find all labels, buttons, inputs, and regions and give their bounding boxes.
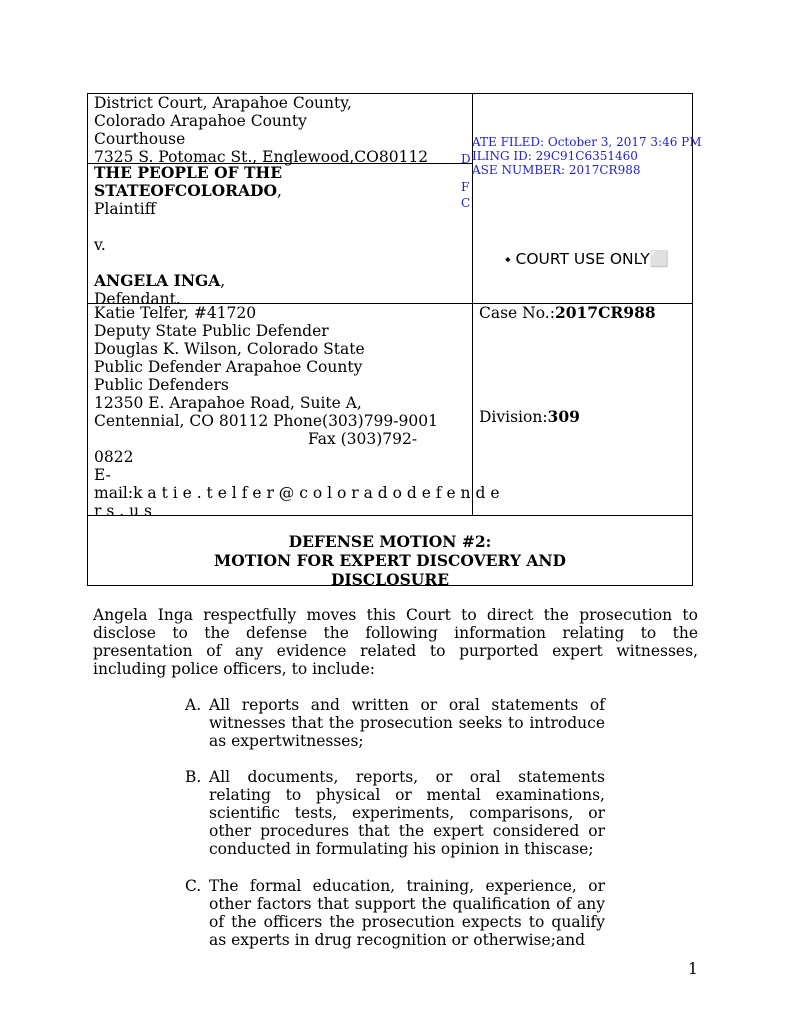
fax-line: Fax (303)792- [308, 430, 418, 448]
court-line: 7325 S. Potomac St., Englewood,CO80112 [94, 148, 429, 166]
email-line: r s . u s [94, 502, 152, 520]
list-item-letter: A. [185, 696, 202, 714]
motion-title [87, 532, 693, 589]
attorney-line: Katie Telfer, #41720 [94, 304, 257, 322]
filing-stamp-left [461, 151, 471, 211]
list-item-text: The formal education, training, experience, or other factors that support the qualification of any of the officers the prosecution expects to qualify as experts in drug recognition or otherwise;and [209, 877, 605, 949]
attorney-line: Deputy State Public Defender [94, 322, 329, 340]
people-line: THE PEOPLE OF THE [94, 163, 283, 182]
defendant-name: ANGELA INGA [94, 271, 221, 290]
date-filed: ATE FILED: October 3, 2017 3:46 PM [472, 135, 702, 149]
defendant-comma: , [220, 272, 226, 290]
filing-stamp-letter: F [461, 180, 470, 194]
defendant-line [94, 272, 282, 290]
email-line: mail:k a t i e . t e l f e r @ c o l o r a d o d e f e n d e [94, 484, 500, 502]
motion-title-line: DEFENSE MOTION #2: [288, 532, 492, 551]
case-label: Case No.: [479, 304, 555, 322]
motion-title-line: MOTION FOR EXPERT DISCOVERY AND [214, 551, 566, 570]
division-label: Division: [479, 408, 548, 426]
attorney-line: 12350 E. Arapahoe Road, Suite A, [94, 394, 362, 412]
motion-title-line: DISCLOSURE [330, 570, 450, 589]
page-number: 1 [688, 960, 698, 978]
list-item [185, 696, 605, 750]
court-line: District Court, Arapahoe County, [94, 94, 352, 112]
attorney-line: Centennial, CO 80112 Phone(303)799-9001 [94, 412, 438, 430]
attorney-line: Public Defenders [94, 376, 229, 394]
court-line: Courthouse [94, 130, 186, 148]
court-line: Colorado Arapahoe County [94, 112, 307, 130]
intro-paragraph: Angela Inga respectfully moves this Court to direct the prosecution to disclose to the defense the following information relating to the presentation of any evidence related to purported expert witnesses, including police officers, to include: [93, 606, 698, 678]
list-item-letter: C. [185, 877, 202, 895]
filing-stamp-letter: D [461, 152, 471, 166]
list-item-letter: B. [185, 768, 202, 786]
division [479, 408, 580, 426]
state-comma: , [277, 182, 282, 200]
attorney-block [94, 304, 500, 520]
filing-stamp [472, 135, 702, 177]
list-item [185, 877, 605, 949]
filing-id: ILING ID: 29C91C6351460 [472, 149, 638, 163]
defendant-label: Defendant. [94, 290, 181, 308]
case-number [479, 304, 656, 322]
state-name: STATEOFCOLORADO [94, 181, 278, 200]
list-item [185, 768, 605, 858]
state-line [94, 182, 282, 200]
attorney-line: Public Defender Arapahoe County [94, 358, 363, 376]
filing-stamp-letter: C [461, 196, 471, 210]
email-prefix: E- [94, 466, 111, 484]
court-block [94, 94, 428, 166]
versus-label: v. [94, 236, 106, 254]
fax-tail: 0822 [94, 448, 134, 466]
division-value: 309 [547, 407, 580, 426]
court-use-only: ⬩ COURT USE ONLY⬜ [505, 250, 669, 268]
case-number-stamp: ASE NUMBER: 2017CR988 [472, 163, 641, 177]
attorney-line: Douglas K. Wilson, Colorado State [94, 340, 365, 358]
case-value: 2017CR988 [554, 303, 656, 322]
list-item-text: All documents, reports, or oral statements relating to physical or mental examinations, scientific tests, experiments, comparisons, or other procedures that the expert considered or conducted in formulating his opinion in thiscase; [209, 768, 605, 858]
list-item-text: All reports and written or oral statements of witnesses that the prosecution seeks to introduce as expertwitnesses; [209, 696, 605, 750]
plaintiff-label: Plaintiff [94, 200, 156, 218]
parties-block [94, 164, 282, 308]
